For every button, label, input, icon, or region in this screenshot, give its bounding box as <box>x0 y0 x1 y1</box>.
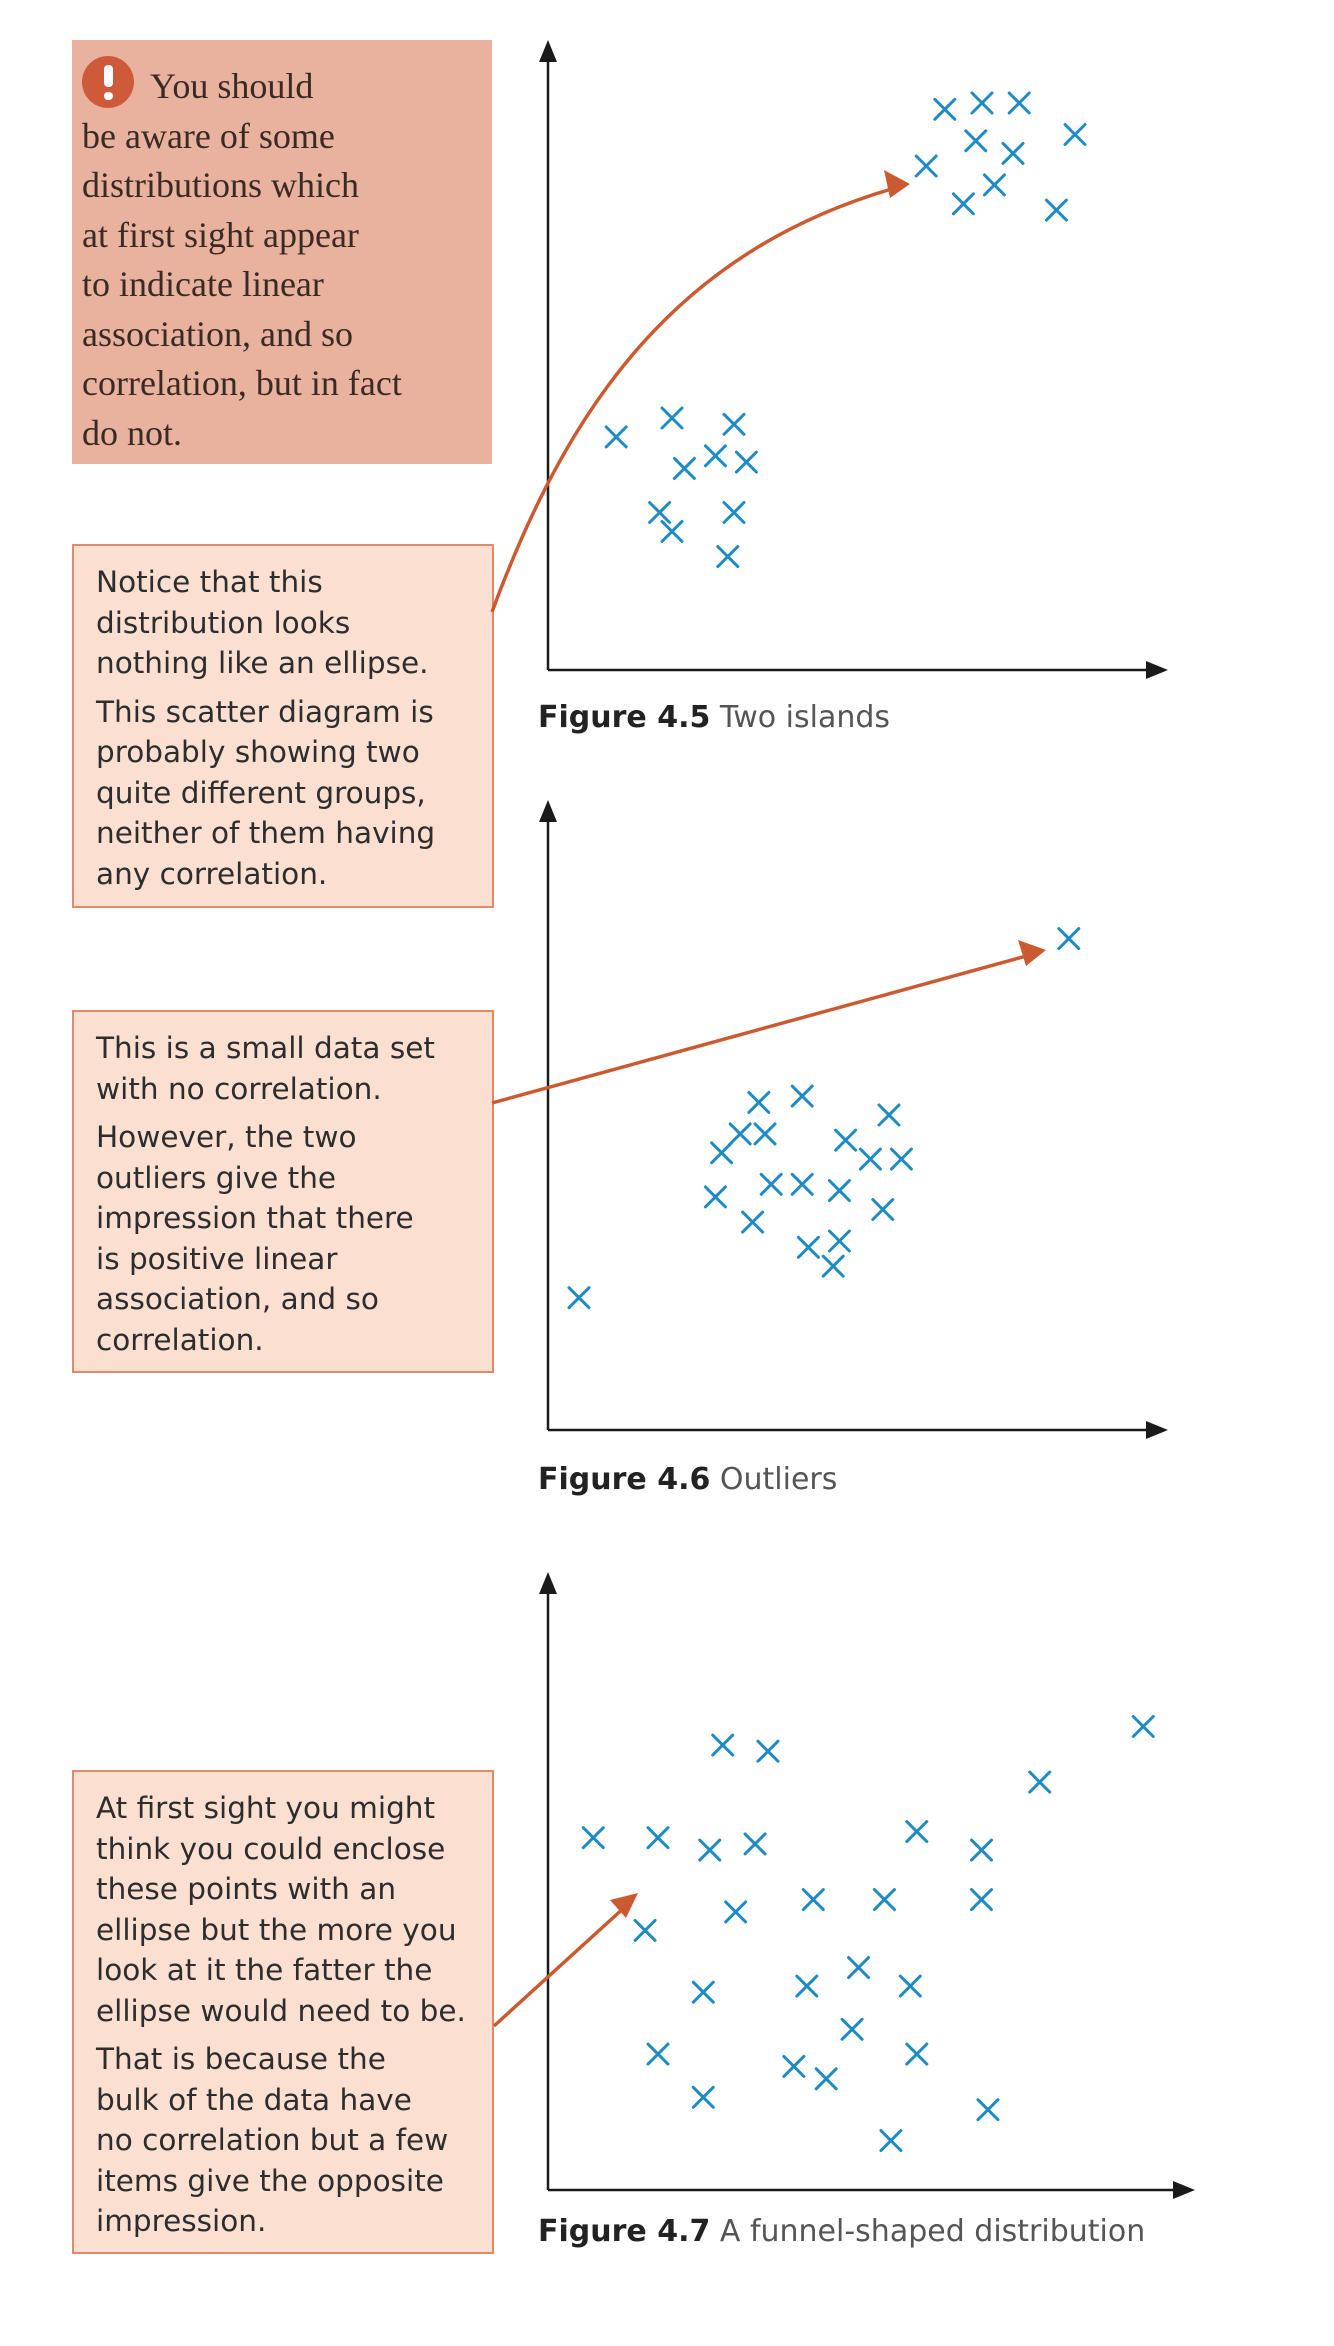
data-point <box>583 1828 603 1848</box>
data-point <box>792 1174 812 1194</box>
data-point <box>971 1840 991 1860</box>
scatter-outliers <box>539 800 1168 1439</box>
data-point <box>792 1086 812 1106</box>
warning-line: distributions which <box>82 165 359 205</box>
arrow-curve <box>492 188 895 612</box>
data-point <box>935 99 955 119</box>
scatter-funnel <box>539 1572 1195 2199</box>
arrow-line <box>494 1906 626 2026</box>
data-point <box>662 521 682 541</box>
data-point <box>907 2044 927 2064</box>
data-point <box>635 1920 655 1940</box>
data-point <box>953 194 973 214</box>
data-point <box>829 1181 849 1201</box>
warning-line: be aware of some <box>82 115 335 156</box>
data-point <box>966 131 986 151</box>
data-point <box>749 1092 769 1112</box>
data-point <box>718 547 738 567</box>
figure-title: Two islands <box>719 700 891 735</box>
data-point <box>758 1741 778 1761</box>
data-point <box>978 2100 998 2120</box>
data-point <box>1009 93 1029 113</box>
data-point <box>891 1149 911 1169</box>
data-point <box>784 2056 804 2076</box>
data-point <box>803 1890 823 1910</box>
figure-number: Figure 4.7 <box>538 2214 711 2249</box>
figure-title: A funnel-shaped distribution <box>719 2214 1146 2249</box>
data-point <box>874 1890 894 1910</box>
data-point <box>705 446 725 466</box>
data-point <box>881 2131 901 2151</box>
arrow-head <box>884 170 910 198</box>
data-point <box>816 2069 836 2089</box>
data-point <box>705 1187 725 1207</box>
data-point <box>761 1174 781 1194</box>
data-point <box>907 1822 927 1842</box>
data-point <box>743 1212 763 1232</box>
note-paragraph: Notice that this distribution looks nothing like an ellipse. <box>96 565 429 680</box>
x-axis-arrow <box>1146 661 1168 679</box>
arrow-head <box>610 1893 638 1918</box>
data-point <box>648 1828 668 1848</box>
data-point <box>798 1237 818 1257</box>
x-axis-arrow <box>1146 1421 1168 1439</box>
data-point <box>648 2044 668 2064</box>
data-point <box>916 156 936 176</box>
data-point <box>1059 929 1079 949</box>
scatter-two-islands <box>539 40 1168 679</box>
data-point <box>1065 125 1085 145</box>
data-point <box>860 1149 880 1169</box>
data-point <box>755 1124 775 1144</box>
data-point <box>836 1130 856 1150</box>
data-point <box>713 1735 733 1755</box>
data-point <box>829 1231 849 1251</box>
data-point <box>693 2087 713 2107</box>
data-point <box>736 452 756 472</box>
y-axis-arrow <box>539 800 557 822</box>
y-axis-arrow <box>539 1572 557 1594</box>
note-paragraph: However, the two outliers give the impression that there is positive linear association, and so correlation. <box>96 1120 414 1357</box>
data-point <box>724 414 744 434</box>
data-point <box>972 93 992 113</box>
note-paragraph: At first sight you might think you could enclose these points with an ellipse but the more you look at it the fatter the ellipse would need to be. <box>96 1791 466 2028</box>
data-point <box>873 1200 893 1220</box>
data-point <box>1003 143 1023 163</box>
annotation-arrow-funnel <box>494 1893 638 2026</box>
data-point <box>1046 200 1066 220</box>
figure-title: Outliers <box>719 1462 838 1497</box>
data-point <box>971 1890 991 1910</box>
note-paragraph: This is a small data set with no correlation. <box>96 1031 435 1106</box>
arrow-line <box>492 955 1030 1103</box>
annotation-arrow-outliers <box>492 940 1046 1103</box>
annotation-arrow-two-islands <box>492 170 910 612</box>
data-point <box>650 503 670 523</box>
data-point <box>1030 1772 1050 1792</box>
data-point <box>693 1982 713 2002</box>
data-point <box>662 408 682 428</box>
arrow-head <box>1018 940 1046 966</box>
warning-line: correlation, but in fact <box>82 363 402 403</box>
data-point <box>700 1840 720 1860</box>
data-point <box>900 1976 920 1996</box>
data-point <box>745 1834 765 1854</box>
data-point <box>823 1256 843 1276</box>
data-point <box>712 1143 732 1163</box>
data-point <box>724 503 744 523</box>
data-point <box>606 427 626 447</box>
data-point <box>849 1958 869 1978</box>
figure-number: Figure 4.5 <box>538 700 711 735</box>
data-point <box>797 1976 817 1996</box>
note-paragraph: This scatter diagram is probably showing two quite different groups, neither of them having any correlation. <box>96 694 436 891</box>
data-point <box>726 1902 746 1922</box>
warning-line: at first sight appear <box>82 214 359 255</box>
y-axis-arrow <box>539 40 557 62</box>
data-point <box>674 458 694 478</box>
warning-line: association, and so <box>82 313 353 354</box>
figure-number: Figure 4.6 <box>538 1462 711 1497</box>
x-axis-arrow <box>1173 2181 1195 2199</box>
data-point <box>984 175 1004 195</box>
data-point <box>569 1288 589 1308</box>
warning-line: You should <box>150 66 314 106</box>
data-point <box>842 2019 862 2039</box>
warning-line: to indicate linear <box>82 264 324 304</box>
data-point <box>730 1124 750 1144</box>
warning-line: do not. <box>82 412 183 453</box>
data-point <box>1133 1717 1153 1737</box>
note-paragraph: That is because the bulk of the data have no correlation but a few items give the opposite impression. <box>96 2042 449 2238</box>
data-point <box>879 1105 899 1125</box>
